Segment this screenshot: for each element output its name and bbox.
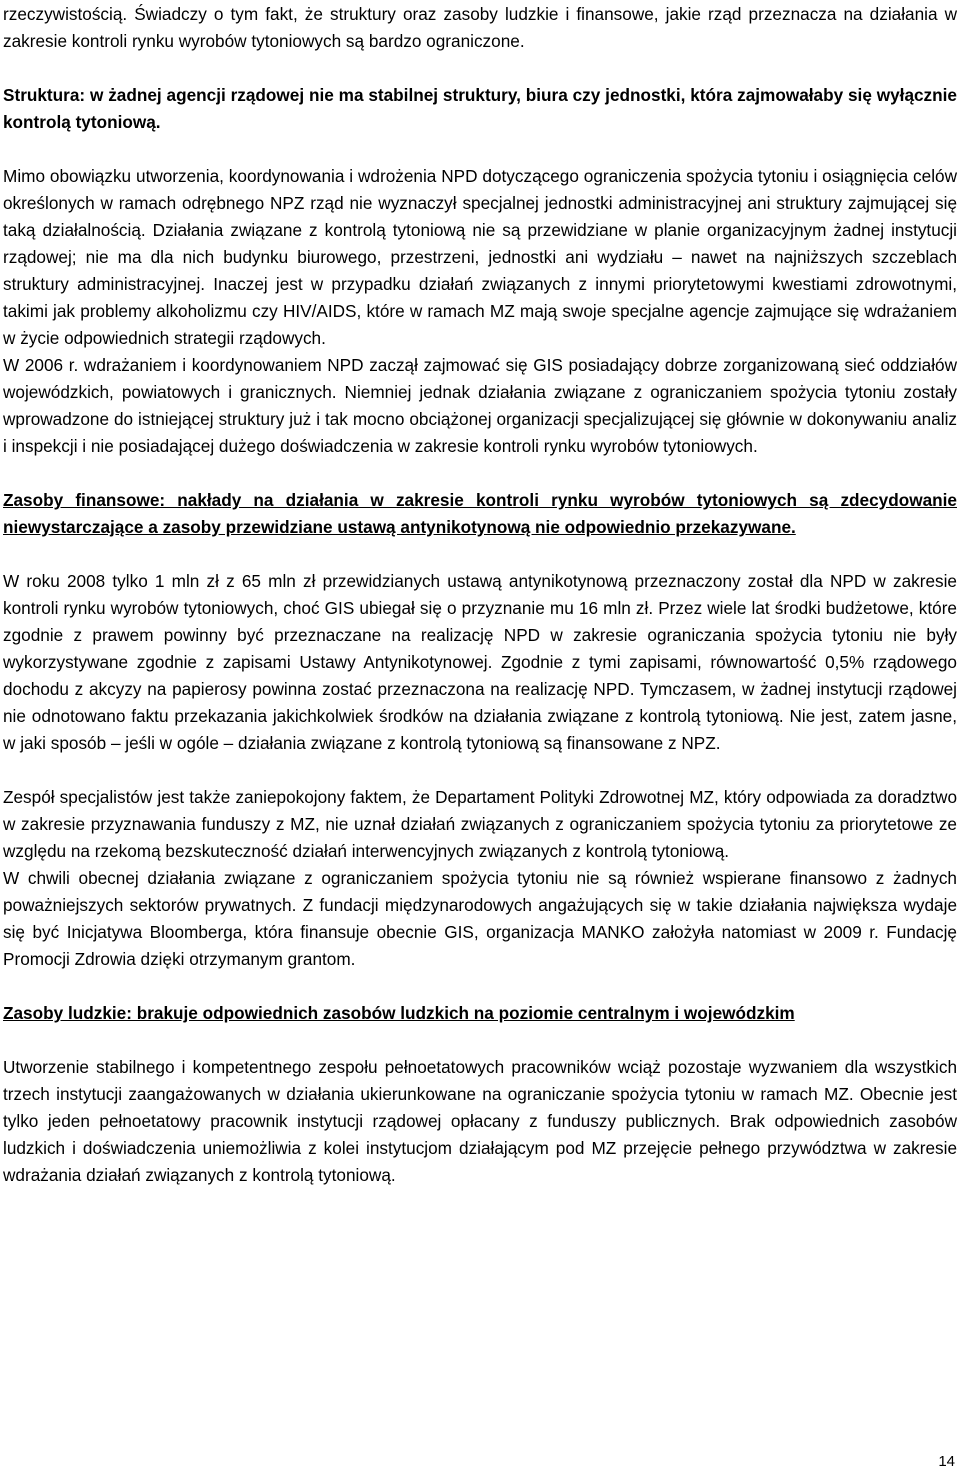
paragraph-finanse-body: W roku 2008 tylko 1 mln zł z 65 mln zł przewidzianych ustawą antynikotynową przeznaczony został dla NPD w zakresie kontroli rynku wyrobów tytoniowych, choć GIS ubiegał się o przyznanie mu 16 mln zł. Przez wiele lat środki budżetowe, które zgodnie z prawem powinny być przeznaczane na realizację NPD w zakresie ograniczania spożycia tytoniu nie były wykorzystywane zgodnie z zapisami Ustawy Antynikotynowej. Zgodnie z tymi zapisami, równowartość 0,5% rządowego dochodu z akcyzy na papierosy powinna zostać przeznaczona na realizację NPD. Tymczasem, w żadnej instytucji rządowej nie odnotowano faktu przekazania jakichkolwiek środków na działania związane z kontrolą tytoniową. Nie jest, zatem jasne, w jaki sposób – jeśli w ogóle – działania związane z kontrolą tytoniową są finansowane z NPZ. bbox=[3, 571, 957, 753]
paragraph-sektory-prywatne: W chwili obecnej działania związane z ograniczaniem spożycia tytoniu nie są również wspierane finansowo z żadnych poważniejszych sektorów prywatnych. Z fundacji międzynarodowych angażujących się w takie działania największa wydaje się być Inicjatywa Bloomberga, która finansuje obecnie GIS, organizacja MANKO założyła natomiast w 2009 r. Fundację Promocji Zdrowia dzięki otrzymanym grantom. bbox=[3, 868, 957, 969]
heading-zasoby-finansowe: Zasoby finansowe: nakłady na działania w zakresie kontroli rynku wyrobów tytoniowych są zdecydowanie niewystarczające a zasoby przewidziane ustawą antynikotynową nie odpowiednio przekazywane. bbox=[3, 490, 957, 537]
spacer bbox=[3, 541, 957, 568]
heading-zasoby-ludzkie: Zasoby ludzkie: brakuje odpowiednich zasobów ludzkich na poziomie centralnym i wojewódzkim bbox=[3, 1003, 795, 1023]
document-page bbox=[3, 1, 957, 1189]
paragraph-intro: rzeczywistością. Świadczy o tym fakt, że struktury oraz zasoby ludzkie i finansowe, jakie rząd przeznacza na działania w zakresie kontroli rynku wyrobów tytoniowych są bardzo ograniczone. bbox=[3, 4, 957, 51]
spacer bbox=[3, 757, 957, 784]
paragraph-zespol: Zespół specjalistów jest także zaniepokojony faktem, że Departament Polityki Zdrowotnej MZ, który odpowiada za doradztwo w zakresie przyznawania funduszy z MZ, nie uznał działań związanych z ograniczaniem spożycia tytoniu za priorytetowe ze względu na rzekomą bezskuteczność działań interwencyjnych związanych z kontrolą tytoniową. bbox=[3, 787, 957, 861]
spacer bbox=[3, 460, 957, 487]
paragraph-ludzkie-body: Utworzenie stabilnego i kompetentnego zespołu pełnoetatowych pracowników wciąż pozostaje wyzwaniem dla wszystkich trzech instytucji zaangażowanych w działania ukierunkowane na ograniczanie spożycia tytoniu w ramach MZ. Obecnie jest tylko jeden pełnoetatowy pracownik instytucji rządowej opłacany z funduszy publicznych. Brak odpowiednich zasobów ludzkich i doświadczenia uniemożliwia z kolei instytucjom działającym pod MZ przejęcie pełnego przywództwa w zakresie wdrażania działań związanych z kontrolą tytoniową. bbox=[3, 1057, 957, 1185]
spacer bbox=[3, 136, 957, 163]
heading-struktura: Struktura: w żadnej agencji rządowej nie ma stabilnej struktury, biura czy jednostki, która zajmowałaby się wyłącznie kontrolą tytoniową. bbox=[3, 85, 957, 132]
spacer bbox=[3, 55, 957, 82]
spacer bbox=[3, 973, 957, 1000]
paragraph-struktura-body: Mimo obowiązku utworzenia, koordynowania i wdrożenia NPD dotyczącego ograniczenia spożycia tytoniu i osiągnięcia celów określonych w ramach odrębnego NPZ rząd nie wyznaczył specjalnej jednostki administracyjnej ani struktury zajmującej się taką działalnością. Działania związane z kontrolą tytoniową nie są przewidziane w planie organizacyjnym żadnej instytucji rządowej; nie ma dla nich budynku biurowego, przestrzeni, jednostki ani wydziału – nawet na najniższych szczeblach struktury administracyjnej. Inaczej jest w przypadku działań związanych z innymi priorytetowymi kwestiami zdrowotnymi, takimi jak problemy alkoholizmu czy HIV/AIDS, które w ramach MZ mają swoje specjalne agencje zajmujące się wdrażaniem w życie odpowiednich strategii rządowych. bbox=[3, 166, 957, 348]
paragraph-gis: W 2006 r. wdrażaniem i koordynowaniem NPD zaczął zajmować się GIS posiadający dobrze zorganizowaną sieć oddziałów wojewódzkich, powiatowych i granicznych. Niemniej jednak działania związane z ograniczaniem spożycia tytoniu zostały wprowadzone do istniejącej struktury już i tak mocno obciążonej organizacji specjalizującej się głównie w dokonywaniu analiz i inspekcji i nie posiadającej dużego doświadczenia w zakresie kontroli rynku wyrobów tytoniowych. bbox=[3, 355, 957, 456]
page-number: 14 bbox=[938, 1453, 955, 1470]
spacer bbox=[3, 1027, 957, 1054]
